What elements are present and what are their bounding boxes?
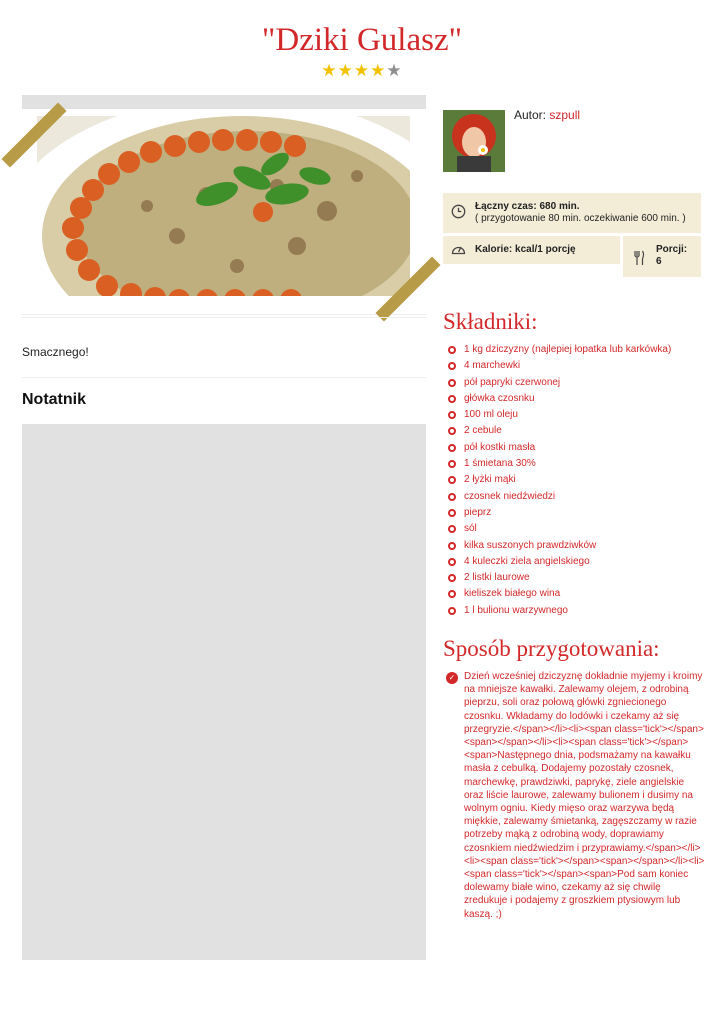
ingredient-text: kieliszek białego wina [464,588,561,600]
ingredient-item [443,424,713,440]
image-top-band [22,95,426,109]
ring-bullet-icon [448,427,456,435]
ingredient-item [443,473,713,489]
star-icon: ★ [386,61,403,80]
check-icon: ✓ [446,672,458,684]
ingredient-text: 1 kg dziczyzny (najlepiej łopatka lub karkówka) [464,344,672,355]
gauge-icon [451,242,466,260]
ingredient-text: 4 marchewki [464,360,521,372]
ingredient-item [443,506,713,522]
ingredient-text: czosnek niedźwiedzi [464,490,556,502]
ring-bullet-icon [448,574,456,582]
ring-bullet-icon [448,460,456,468]
ingredient-text: kilka suszonych prawdziwków [464,539,597,551]
ingredient-text: 100 ml oleju [464,409,518,421]
recipe-photo [37,116,410,296]
portions-text [656,244,687,268]
portions-box [623,236,701,277]
ingredients-heading: Składniki: [443,309,538,334]
calories-text [475,244,576,256]
ingredient-item [443,522,713,538]
ingredient-item [443,457,713,473]
ingredient-text: 4 kuleczki ziela angielskiego [464,555,590,567]
method-step-text: Dzień wcześniej dziczyznę dokładnie myjemy i kroimy na mniejsze kawałki. Zalewamy olejem, z odrobiną pieprzu, soli oraz połową główki zgniecionego czosnku. Wkładamy do lodówki i czekamy aż się przegryzie.</span></li><li><span class='tick'></span><span></span></li><li><span class='tick'></span><span>Następnego dnia, podsmażamy na kawałku masła z cebulką. Dodajemy pozostały czosnek, marchewkę, prawdziwki, paprykę, ziele angielskie oraz liście laurowe, zalewamy bulionem i dusimy na wolnym ogniu. Kiedy mięso oraz warzywa będą miękkie, zalewamy śmietanką, zagęszczamy w razie potrzeby mąką z odrobiną wody, doprawiamy czosnkiem niedźwiedzim i przyprawiamy.</span></li><li><span class='tick'></span><span></span></li><li><span class='tick'></span><span>Pod sam koniec dolewamy białe wino, czekamy aż się chwilę zredukuje i podajemy z groszkiem ptysiowym lub kaszą. ;) [464,671,705,920]
ingredient-text: 2 łyżki mąki [464,474,516,486]
portions-label: Porcji: [656,244,688,255]
total-time-box [443,193,701,233]
ring-bullet-icon [448,590,456,598]
notes-box[interactable] [22,424,426,960]
ring-bullet-icon [448,525,456,533]
rating-stars [0,61,724,81]
author-line [514,108,580,122]
ring-bullet-icon [448,509,456,517]
total-time-text [475,201,686,225]
ingredient-text: pół papryki czerwonej [464,376,561,388]
ring-bullet-icon [448,411,456,419]
ingredient-text: główka czosnku [464,392,535,404]
ingredient-text: 2 cebule [464,425,502,437]
ingredient-item [443,441,713,457]
ingredient-text: pół kostki masła [464,441,536,453]
calories-box [443,236,620,264]
clock-icon [451,204,466,223]
author-name-link[interactable]: szpull [549,108,581,122]
ingredient-item [443,539,713,555]
ingredient-text: 1 śmietana 30% [464,458,536,470]
fork-knife-icon [633,250,645,270]
ingredient-item [443,587,713,603]
ingredient-item [443,571,713,587]
calories-label: Kalorie: [475,244,513,255]
ring-bullet-icon [448,379,456,387]
ring-bullet-icon [448,444,456,452]
ingredient-item [443,343,713,359]
star-icon: ★ [321,61,338,80]
portions-value: 6 [656,256,662,267]
ingredient-item [443,392,713,408]
ingredient-text: 2 listki laurowe [464,572,530,584]
star-icon: ★ [353,61,371,80]
ring-bullet-icon [448,395,456,403]
ring-bullet-icon [448,542,456,550]
ingredient-item [443,490,713,506]
total-time-label: Łączny czas: [475,201,537,212]
divider [22,377,426,378]
time-detail: ( przygotowanie 80 min. oczekiwanie 600 min. ) [475,213,686,224]
ingredient-item [443,604,713,620]
ring-bullet-icon [448,607,456,615]
ring-bullet-icon [448,346,456,354]
ring-bullet-icon [448,362,456,370]
ingredient-item [443,376,713,392]
ingredient-text: 1 l bulionu warzywnego [464,604,568,616]
photo-frame [22,109,426,315]
star-icon: ★ [337,61,354,80]
ingredient-text: sól [464,523,477,535]
notes-heading: Notatnik [22,391,86,408]
method-heading: Sposób przygotowania: [443,636,660,661]
author-label: Autor: [514,108,547,122]
recipe-title: "Dziki Gulasz" [261,22,463,58]
ring-bullet-icon [448,493,456,501]
ingredients-list [443,343,713,620]
ingredient-item [443,555,713,571]
divider [22,317,426,318]
total-time-value: 680 min. [539,201,580,212]
ring-bullet-icon [448,476,456,484]
ingredient-item [443,408,713,424]
author-avatar [443,110,505,172]
ingredient-item [443,359,713,375]
calories-value: kcal/1 porcję [515,244,576,255]
star-icon: ★ [370,61,387,80]
ring-bullet-icon [448,558,456,566]
recipe-note-text: Smacznego! [22,345,89,359]
ingredient-text: pieprz [464,506,492,518]
